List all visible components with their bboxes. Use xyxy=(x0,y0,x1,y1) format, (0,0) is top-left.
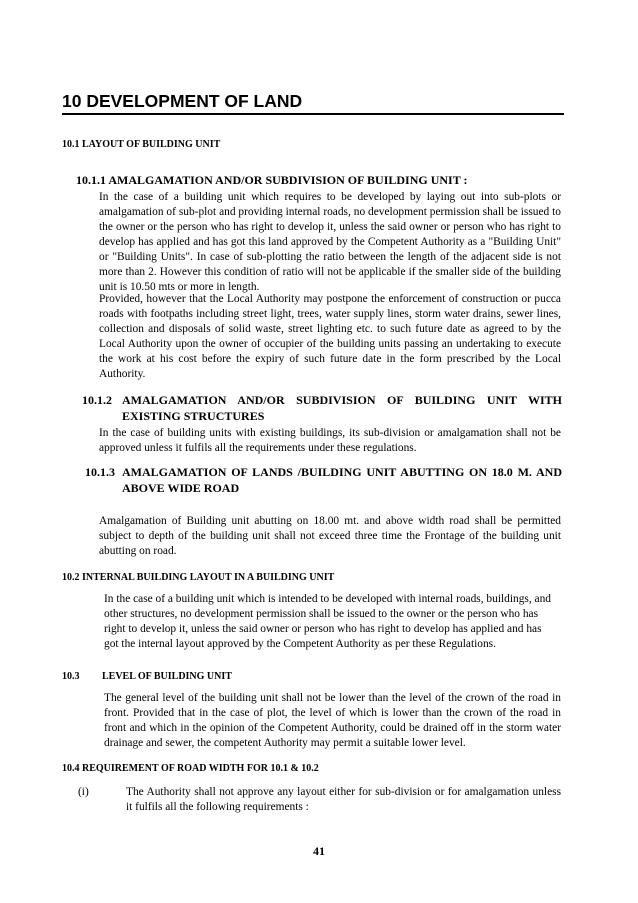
section-10-1-3-paragraph: Amalgamation of Building unit abutting on 18.00 mt. and above width road shall be permitted subject to depth of the building unit shall not exceed three time the Frontage of the building unit abutting on road. xyxy=(99,515,561,557)
section-number: 10.1.2 xyxy=(82,393,112,407)
section-10-1-1-paragraph-2: Provided, however that the Local Authority may postpone the enforcement of construction or pucca roads with footpaths including street light, trees, water supply lines, storm water drains, sewer lines, collection and disposals of solid waste, street lighting etc. to such future date as agreed to by the Local Authority upon the owner of occupier of the building units passing an undertaking to execute the work at his cost before the expiry of such future date in the form prescribed by the Local Authority. xyxy=(99,293,561,380)
section-heading-text: AMALGAMATION OF LANDS /BUILDING UNIT ABUTTING ON 18.0 M. AND ABOVE WIDE ROAD xyxy=(122,465,562,495)
section-heading-text: LEVEL OF BUILDING UNIT xyxy=(102,671,232,682)
page-title: 10 DEVELOPMENT OF LAND xyxy=(62,90,564,115)
item-number: (i) xyxy=(78,786,89,798)
section-10-2-paragraph: In the case of a building unit which is intended to be developed with internal roads, buildings, and other structures, no development permission shall be issued to the owner or the person who has right to develop it, unless the said owner or person who has right to develop has applied and has got the internal layout approved by the Competent Authority as per these Regulations. xyxy=(104,593,551,650)
item-text: The Authority shall not approve any layout either for sub-division or for amalgamation unless it fulfils all the following requirements : xyxy=(126,786,561,813)
section-10-4-item-i xyxy=(78,785,561,815)
section-10-4-heading: 10.4 REQUIREMENT OF ROAD WIDTH FOR 10.1 & 10.2 xyxy=(62,763,319,774)
section-10-1-1-paragraph-1: In the case of a building unit which requires to be developed by laying out into sub-plots or amalgamation of sub-plot and providing internal roads, no development permission shall be issued to the owner or the person who has right to develop it, unless the said owner or person who has right to develop has applied and has got this land approved by the Competent Authority as a "Building Unit" or "Building Units". In case of sub-plotting the ratio between the length of the adjacent side is not more than 2. However this condition of ratio will not be applicable if the smaller side of the building unit is 10.50 mts or more in length. xyxy=(99,191,561,293)
section-number: 10.1.3 xyxy=(85,465,115,479)
section-10-1-3-heading xyxy=(85,464,562,496)
section-heading-text: AMALGAMATION AND/OR SUBDIVISION OF BUILDING UNIT WITH EXISTING STRUCTURES xyxy=(122,393,562,423)
section-10-3-heading xyxy=(62,670,564,683)
section-10-1-1-heading: 10.1.1 AMALGAMATION AND/OR SUBDIVISION OF BUILDING UNIT : xyxy=(76,173,468,187)
section-10-2-heading: 10.2 INTERNAL BUILDING LAYOUT IN A BUILDING UNIT xyxy=(62,572,335,583)
section-10-1-2-paragraph: In the case of building units with existing buildings, its sub-division or amalgamation shall not be approved unless it fulfils all the requirements under these regulations. xyxy=(99,427,561,454)
page-number: 41 xyxy=(313,844,325,858)
section-10-1-2-heading xyxy=(82,392,562,424)
section-10-3-paragraph: The general level of the building unit shall not be lower than the level of the crown of the road in front. Provided that in the case of plot, the level of which is lower than the crown of the road in front and which in the opinion of the Competent Authority, could be drained off in the storm water drainage and sewer, the competent Authority may permit a suitable lower level. xyxy=(104,692,561,749)
section-number: 10.3 xyxy=(62,671,80,682)
section-10-1-heading: 10.1 LAYOUT OF BUILDING UNIT xyxy=(62,139,221,150)
